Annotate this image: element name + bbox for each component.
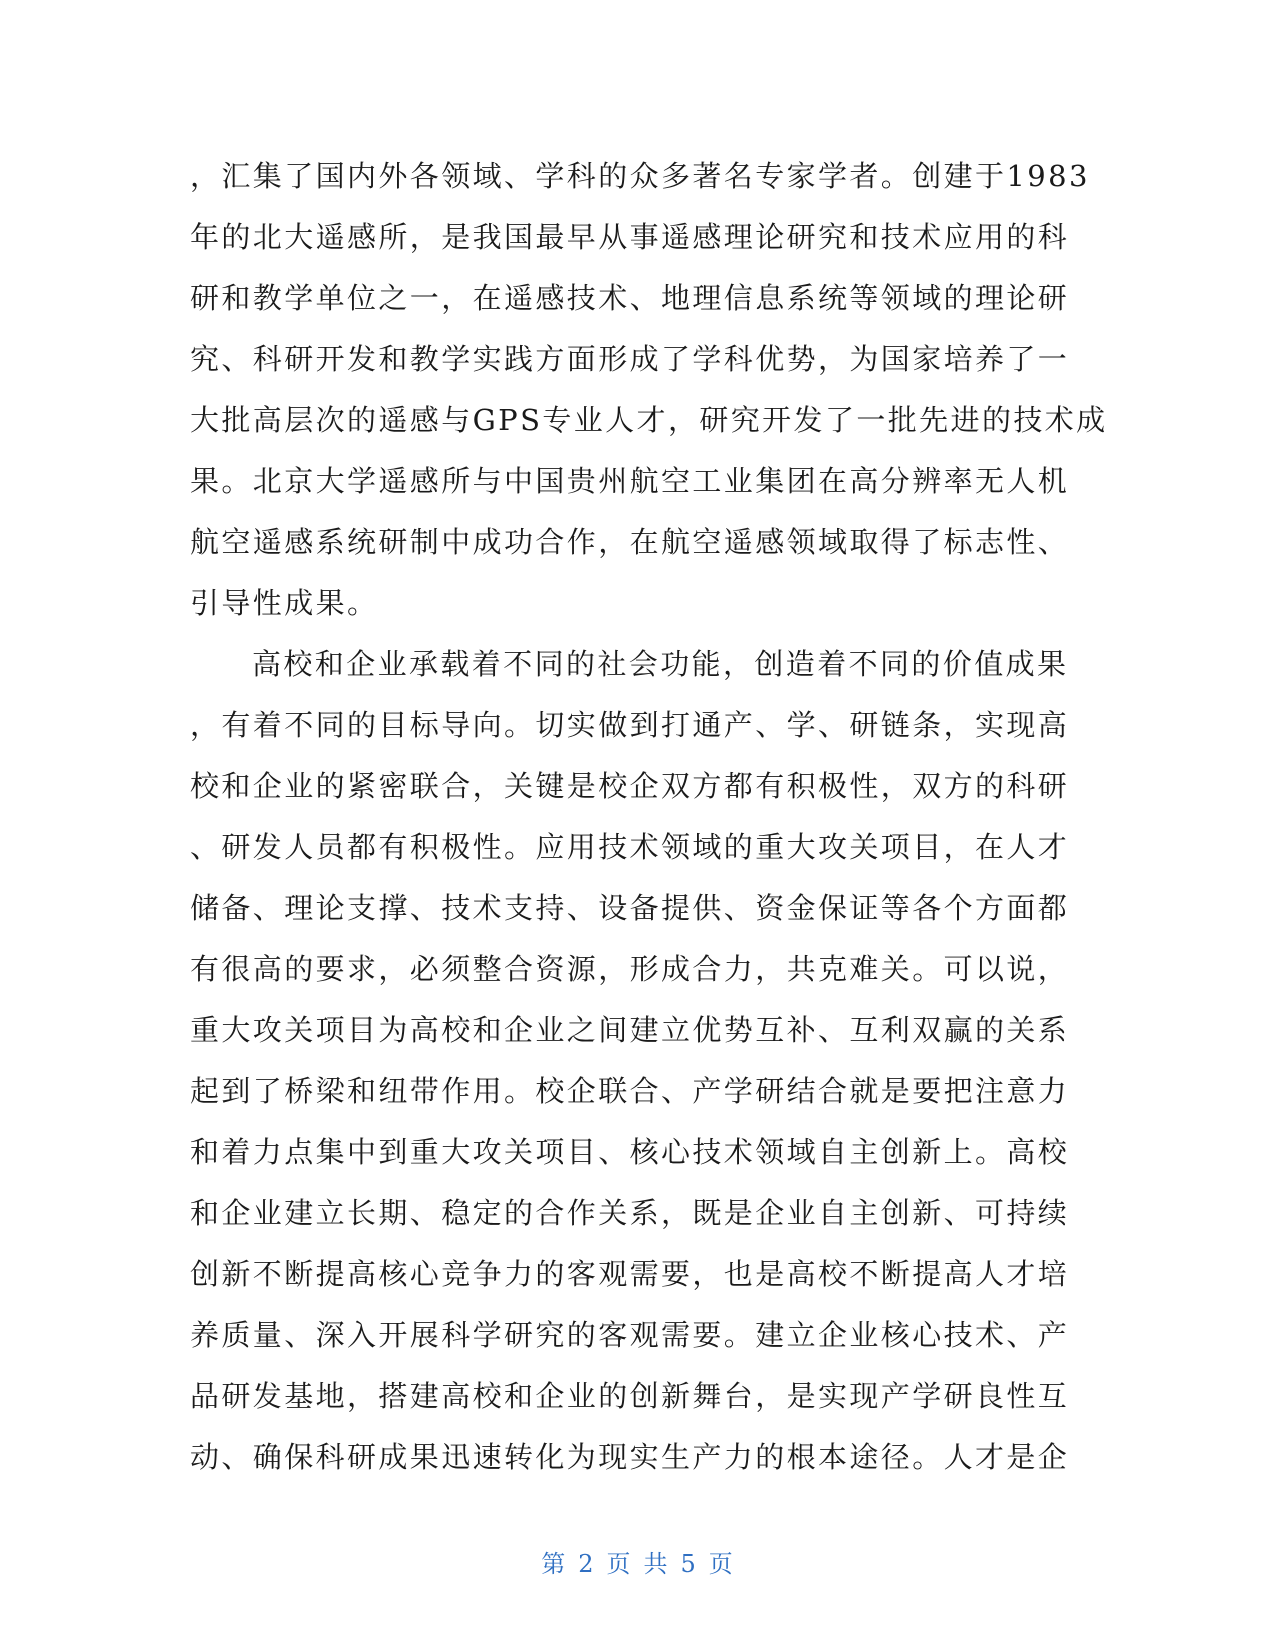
text-line: 储备、理论支撑、技术支持、设备提供、资金保证等各个方面都 (190, 891, 1070, 925)
page-footer (0, 1544, 1275, 1579)
footer-page-suffix: 页 (606, 1550, 632, 1578)
body-text (190, 146, 1108, 1488)
text-line: 、研发人员都有积极性。应用技术领域的重大攻关项目，在人才 (190, 830, 1070, 864)
text-line: 究、科研开发和教学实践方面形成了学科优势，为国家培养了一 (190, 342, 1070, 376)
footer-total-pages: 5 (680, 1550, 697, 1578)
text-line: 高校和企业承载着不同的社会功能，创造着不同的价值成果 (252, 647, 1069, 681)
text-line: 和企业建立长期、稳定的合作关系，既是企业自主创新、可持续 (190, 1196, 1070, 1230)
text-line: 品研发基地，搭建高校和企业的创新舞台，是实现产学研良性互 (190, 1379, 1070, 1413)
text-line: 养质量、深入开展科学研究的客观需要。建立企业核心技术、产 (190, 1318, 1070, 1352)
text-line: 果。北京大学遥感所与中国贵州航空工业集团在高分辨率无人机 (190, 464, 1070, 498)
footer-current-page: 2 (578, 1550, 595, 1578)
text-line: 航空遥感系统研制中成功合作，在航空遥感领域取得了标志性、 (190, 525, 1070, 559)
text-line: 重大攻关项目为高校和企业之间建立优势互补、互利双赢的关系 (190, 1013, 1070, 1047)
text-line: 有很高的要求，必须整合资源，形成合力，共克难关。可以说， (190, 952, 1070, 986)
text-line: 和着力点集中到重大攻关项目、核心技术领域自主创新上。高校 (190, 1135, 1070, 1169)
footer-page-label: 第 (541, 1550, 567, 1578)
text-line: 大批高层次的遥感与GPS专业人才，研究开发了一批先进的技术成 (190, 403, 1108, 437)
text-line: 校和企业的紧密联合，关键是校企双方都有积极性，双方的科研 (190, 769, 1070, 803)
footer-total-suffix: 页 (708, 1550, 734, 1578)
text-line: ，汇集了国内外各领域、学科的众多著名专家学者。创建于1983 (190, 159, 1090, 193)
text-line: 创新不断提高核心竞争力的客观需要，也是高校不断提高人才培 (190, 1257, 1070, 1291)
text-line: 引导性成果。 (190, 586, 379, 620)
footer-total-label: 共 (643, 1550, 669, 1578)
text-line: ，有着不同的目标导向。切实做到打通产、学、研链条，实现高 (190, 708, 1070, 742)
text-line: 年的北大遥感所，是我国最早从事遥感理论研究和技术应用的科 (190, 220, 1070, 254)
text-line: 研和教学单位之一，在遥感技术、地理信息系统等领域的理论研 (190, 281, 1070, 315)
text-line: 动、确保科研成果迅速转化为现实生产力的根本途径。人才是企 (190, 1440, 1070, 1474)
text-line: 起到了桥梁和纽带作用。校企联合、产学研结合就是要把注意力 (190, 1074, 1070, 1108)
